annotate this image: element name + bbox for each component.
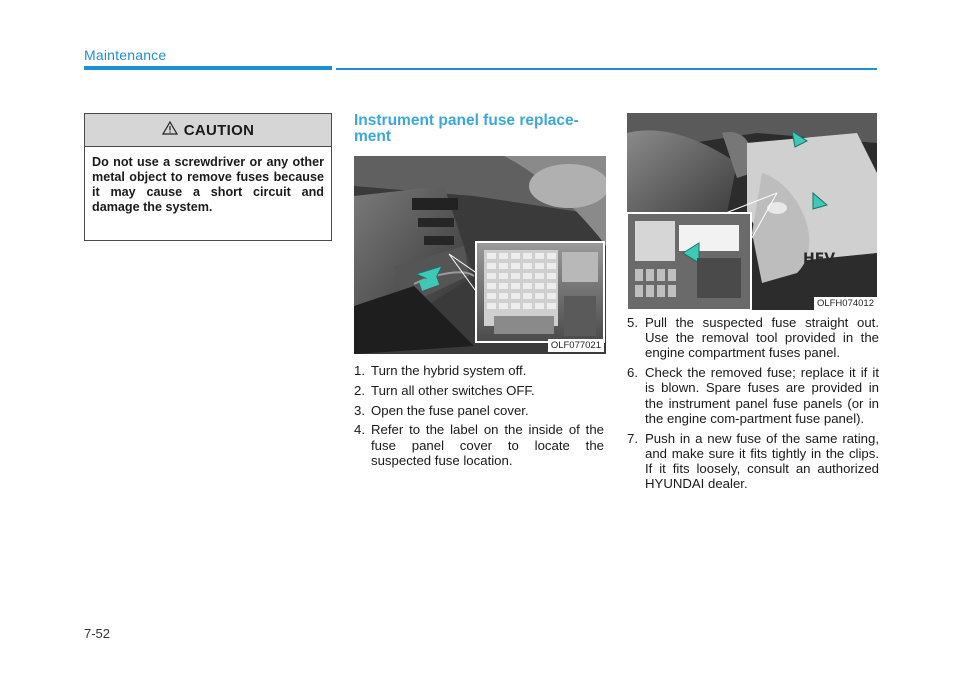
step-number: 6. bbox=[627, 365, 638, 381]
step-number: 7. bbox=[627, 430, 638, 446]
list-item bbox=[354, 422, 604, 468]
step-text: Refer to the label on the inside of the fuse panel cover to locate the suspected fuse location. bbox=[371, 422, 604, 468]
step-number: 1. bbox=[354, 363, 365, 378]
steps-list-right bbox=[627, 315, 879, 496]
page-number: 7-52 bbox=[84, 626, 111, 641]
list-item bbox=[627, 315, 879, 361]
caution-text: Do not use a screwdriver or any other metal object to remove fuses because it may cause a short circuit and damage the system. bbox=[92, 155, 324, 214]
step-number: 4. bbox=[354, 422, 365, 438]
list-item bbox=[354, 403, 604, 418]
step-number: 3. bbox=[354, 402, 365, 418]
instrument-panel-photo bbox=[354, 156, 606, 354]
section-heading: Instrument panel fuse replace-ment bbox=[354, 112, 579, 145]
caution-box bbox=[84, 113, 332, 241]
step-number: 5. bbox=[627, 315, 638, 330]
figure-code-left: OLF077021 bbox=[548, 339, 604, 352]
steps-list-left bbox=[354, 363, 604, 473]
header-rule-thin bbox=[336, 68, 877, 70]
step-text: Turn all other switches OFF. bbox=[371, 382, 535, 398]
step-text: Pull the suspected fuse straight out. Use the removal tool provided in the engine compartment fuses panel. bbox=[645, 315, 879, 361]
section-label: Maintenance bbox=[84, 47, 167, 63]
step-text: Turn the hybrid system off. bbox=[371, 363, 527, 378]
step-text: Open the fuse panel cover. bbox=[371, 402, 529, 418]
list-item bbox=[627, 431, 879, 492]
step-text: Push in a new fuse of the same rating, and make sure it fits tightly in the clips. If it fits loosely, consult an authorized HYUNDAI dealer. bbox=[645, 430, 879, 492]
figure-code-right: OLFH074012 bbox=[814, 297, 877, 310]
list-item bbox=[627, 365, 879, 426]
list-item bbox=[354, 383, 604, 398]
list-item bbox=[354, 363, 604, 378]
caution-title: CAUTION bbox=[183, 121, 255, 139]
step-text: Check the removed fuse; replace it if it is blown. Spare fuses are provided in the instrument panel fuse panels (or in the engine com-partment fuse panel). bbox=[645, 365, 879, 426]
step-number: 2. bbox=[354, 382, 365, 398]
hev-label: HEV bbox=[803, 251, 836, 267]
engine-compartment-photo bbox=[627, 113, 877, 310]
header-rule-thick bbox=[84, 66, 332, 70]
caution-header bbox=[85, 114, 331, 147]
warning-triangle-icon bbox=[162, 121, 178, 140]
